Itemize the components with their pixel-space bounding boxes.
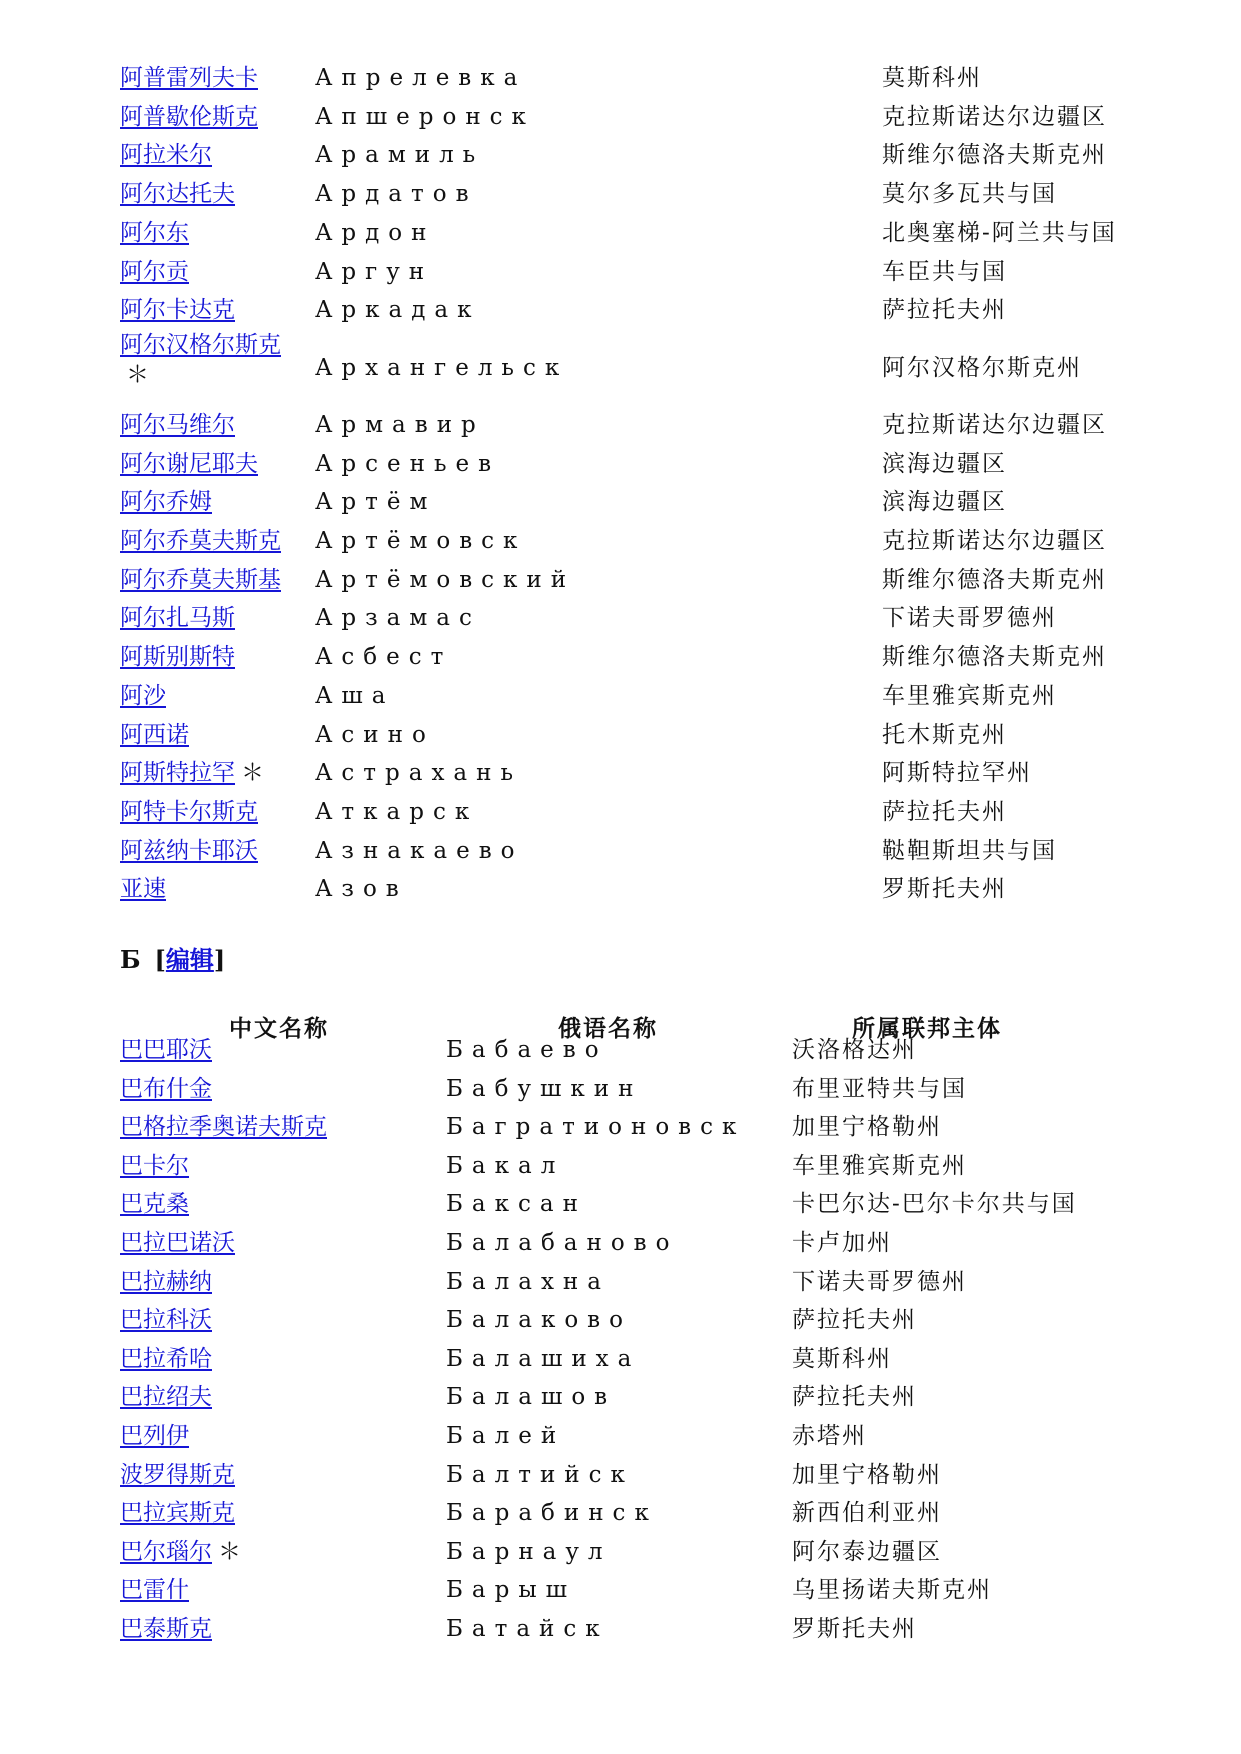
city-link[interactable]: 巴布什金 [120,1075,212,1102]
city-link[interactable]: 阿尔马维尔 [120,411,235,438]
city-link[interactable]: 巴巴耶沃 [120,1037,212,1063]
federal-subject: 滨海边疆区 [882,489,1007,516]
federal-subject: 北奥塞梯-阿兰共与国 [882,219,1117,246]
edit-link[interactable]: 编辑 [165,945,214,974]
city-link[interactable]: 巴拉希哈 [120,1345,212,1372]
federal-subject: 萨拉托夫州 [792,1307,917,1334]
russian-name: Азов [315,876,408,903]
chinese-name [120,1340,212,1378]
federal-subject: 乌里扬诺夫斯克州 [792,1577,992,1604]
header-federal-subject: 所属联邦主体 [852,1015,1002,1042]
table-row [0,1610,1241,1648]
russian-name: Балаково [446,1307,632,1334]
russian-name: Апшеронск [315,103,535,130]
bracket-open: [ [154,945,166,974]
federal-subject: 克拉斯诺达尔边疆区 [882,103,1107,130]
federal-subject: 卡巴尔达-巴尔卡尔共与国 [792,1191,1077,1218]
russian-name: Армавир [315,411,485,438]
chinese-name [120,716,189,754]
table-row [0,793,1241,831]
federal-subject: 斯维尔德洛夫斯克州 [882,142,1107,169]
federal-subject: 萨拉托夫州 [882,297,1007,324]
city-link[interactable]: 阿斯别斯特 [120,644,235,671]
chinese-name [120,1571,189,1609]
table-row [0,483,1241,521]
federal-subject: 罗斯托夫州 [792,1616,917,1642]
city-link[interactable]: 阿沙 [120,682,166,709]
table-row [0,1224,1241,1262]
russian-name: Асино [315,721,435,748]
russian-name: Астрахань [315,760,522,787]
chinese-name [120,1533,241,1571]
russian-name: Балей [446,1423,566,1449]
table-row [0,98,1241,136]
chinese-name [120,483,212,521]
federal-subject: 滨海边疆区 [882,450,1007,477]
chinese-name [120,832,258,870]
table-row [0,1301,1241,1339]
federal-subject: 下诺夫哥罗德州 [792,1268,967,1295]
table-row [0,754,1241,792]
federal-subject: 加里宁格勒州 [792,1114,942,1141]
russian-name: Балтийск [446,1461,634,1488]
federal-subject: 克拉斯诺达尔边疆区 [882,528,1107,554]
federal-subject: 莫斯科州 [792,1345,892,1372]
table-row [0,870,1241,908]
table-row [0,1417,1241,1455]
table-row [0,1185,1241,1223]
russian-name: Артёмовск [315,528,527,554]
table-row [0,1340,1241,1378]
city-link[interactable]: 阿尔东 [120,219,189,246]
city-link[interactable]: 巴拉赫纳 [120,1268,212,1295]
city-link[interactable]: 阿兹纳卡耶沃 [120,837,258,864]
russian-name: Бабаево [446,1037,608,1063]
chinese-name [120,175,235,213]
city-link[interactable]: 巴泰斯克 [120,1616,212,1642]
chinese-name [120,638,235,676]
russian-name: Балабаново [446,1230,679,1256]
russian-name: Аша [315,682,395,709]
table-row [0,1108,1241,1146]
russian-name: Артём [315,489,437,516]
table-row [0,716,1241,754]
chinese-name [120,98,258,136]
chinese-name [120,1147,189,1185]
chinese-name [120,1070,212,1108]
table-row [0,445,1241,483]
city-link[interactable]: 波罗得斯克 [120,1461,235,1488]
russian-name: Батайск [446,1616,609,1642]
chinese-name [120,291,235,329]
chinese-name [120,754,264,792]
table-row [0,330,1241,406]
federal-subject: 阿尔泰边疆区 [792,1538,942,1565]
asterisk-mark: ＊ [218,1538,241,1565]
chinese-name [120,1108,327,1146]
federal-subject: 莫尔多瓦共与国 [882,181,1057,208]
table-row [0,561,1241,599]
table-row [0,214,1241,252]
russian-name: Архангельск [315,354,569,381]
russian-name: Бакал [446,1152,565,1179]
russian-name: Артёмовский [315,566,576,593]
city-link[interactable]: 巴雷什 [120,1577,189,1604]
chinese-name [120,445,258,483]
federal-subject: 托木斯克州 [882,721,1007,748]
asterisk-mark: ＊ [241,760,264,787]
federal-subject: 萨拉托夫州 [792,1384,917,1411]
russian-name: Бабушкин [446,1075,643,1102]
asterisk-mark: ＊ [126,361,149,388]
header-russian-name: 俄语名称 [558,1015,658,1042]
table-row [0,1494,1241,1532]
federal-subject: 赤塔州 [792,1423,867,1449]
table-row [0,599,1241,637]
federal-subject: 阿斯特拉罕州 [882,760,1032,787]
russian-name: Барабинск [446,1500,658,1527]
federal-subject: 阿尔汉格尔斯克州 [882,354,1082,381]
section-heading-b [120,940,225,980]
table-row [0,1571,1241,1609]
section-letter: Б [120,945,141,974]
city-link[interactable]: 巴格拉季奥诺夫斯克 [120,1114,327,1141]
russian-name: Балашов [446,1384,617,1411]
table-row [0,253,1241,291]
chinese-name [120,1224,235,1262]
table-row [0,832,1241,870]
table-row [0,522,1241,560]
city-link[interactable]: 巴拉巴诺沃 [120,1230,235,1256]
city-link[interactable]: 阿拉米尔 [120,142,212,169]
russian-name: Асбест [315,644,453,671]
federal-subject: 车里雅宾斯克州 [882,682,1057,709]
city-link[interactable]: 阿尔乔莫夫斯基 [120,566,281,593]
federal-subject: 车里雅宾斯克州 [792,1152,967,1179]
city-link[interactable]: 阿斯特拉罕 [120,760,235,787]
federal-subject: 克拉斯诺达尔边疆区 [882,411,1107,438]
russian-name: Балашиха [446,1345,641,1372]
table-row [0,1456,1241,1494]
federal-subject: 卡卢加州 [792,1230,892,1256]
russian-name: Арамиль [315,142,485,169]
table-row [0,1263,1241,1301]
city-link[interactable]: 巴卡尔 [120,1152,189,1179]
russian-name: Ардон [315,219,436,246]
chinese-name [120,1185,189,1223]
russian-name: Багратионовск [446,1114,746,1141]
table-row [0,136,1241,174]
russian-name: Аркадак [315,297,481,324]
city-link[interactable]: 阿特卡尔斯克 [120,798,258,825]
city-link[interactable]: 阿尔汉格尔斯克 [120,331,281,358]
city-link[interactable]: 阿尔卡达克 [120,297,235,324]
russian-name: Аткарск [315,798,479,825]
russian-name: Барнаул [446,1538,612,1565]
table-row [0,1031,1241,1069]
city-link[interactable]: 阿尔乔莫夫斯克 [120,528,281,554]
chinese-name [120,1263,212,1301]
chinese-name [120,561,281,599]
chinese-name [120,136,212,174]
federal-subject: 鞑靼斯坦共与国 [882,837,1057,864]
federal-subject: 加里宁格勒州 [792,1461,942,1488]
chinese-name [120,253,189,291]
table-row [0,1147,1241,1185]
federal-subject: 车臣共与国 [882,258,1007,285]
city-link[interactable]: 阿尔乔姆 [120,489,212,516]
russian-name: Аргун [315,258,434,285]
city-link[interactable]: 阿西诺 [120,721,189,748]
city-link[interactable]: 阿普雷列夫卡 [120,65,258,91]
russian-name: Балахна [446,1268,610,1295]
federal-subject: 新西伯利亚州 [792,1500,942,1527]
chinese-name [120,870,166,908]
city-link[interactable]: 阿普歇伦斯克 [120,103,258,130]
city-link[interactable]: 巴拉绍夫 [120,1384,212,1411]
chinese-name [120,1610,212,1648]
table-row [0,1378,1241,1416]
chinese-name [120,214,189,252]
city-link[interactable]: 阿尔达托夫 [120,181,235,208]
federal-subject: 莫斯科州 [882,65,982,91]
table-row [0,175,1241,213]
table-row [0,406,1241,444]
chinese-name [120,599,235,637]
chinese-name [120,1456,235,1494]
chinese-name [120,522,281,560]
russian-name: Баксан [446,1191,587,1218]
city-link[interactable]: 阿尔贡 [120,258,189,285]
russian-name: Барыш [446,1577,577,1604]
city-link[interactable]: 巴尔瑙尔 [120,1538,212,1565]
city-link[interactable]: 阿尔谢尼耶夫 [120,450,258,477]
city-link[interactable]: 巴克桑 [120,1191,189,1218]
federal-subject: 下诺夫哥罗德州 [882,605,1057,632]
chinese-name [120,1378,212,1416]
federal-subject: 萨拉托夫州 [882,798,1007,825]
header-chinese-name: 中文名称 [229,1015,329,1042]
table-row [0,1533,1241,1571]
bracket-close: ] [213,945,226,974]
table-row [0,291,1241,329]
federal-subject: 罗斯托夫州 [882,876,1007,903]
chinese-name [120,59,258,97]
chinese-name [120,330,281,390]
russian-name: Азнакаево [315,837,524,864]
city-link[interactable]: 巴拉科沃 [120,1307,212,1334]
chinese-name [120,1494,235,1532]
federal-subject: 沃洛格达州 [792,1037,917,1063]
russian-name: Арсеньев [315,450,501,477]
federal-subject: 斯维尔德洛夫斯克州 [882,566,1107,593]
russian-name: Апрелевка [315,65,527,91]
table-row [0,59,1241,97]
russian-name: Ардатов [315,181,478,208]
table-row [0,638,1241,676]
city-link[interactable]: 阿尔扎马斯 [120,605,235,632]
chinese-name [120,406,235,444]
table-row [0,677,1241,715]
chinese-name [120,1301,212,1339]
chinese-name [120,1031,212,1069]
city-link[interactable]: 亚速 [120,876,166,903]
table-row [0,1070,1241,1108]
chinese-name [120,793,258,831]
federal-subject: 布里亚特共与国 [792,1075,967,1102]
chinese-name [120,1417,189,1455]
city-link[interactable]: 巴列伊 [120,1423,189,1449]
federal-subject: 斯维尔德洛夫斯克州 [882,644,1107,671]
city-link[interactable]: 巴拉宾斯克 [120,1500,235,1527]
chinese-name [120,677,166,715]
russian-name: Арзамас [315,605,481,632]
